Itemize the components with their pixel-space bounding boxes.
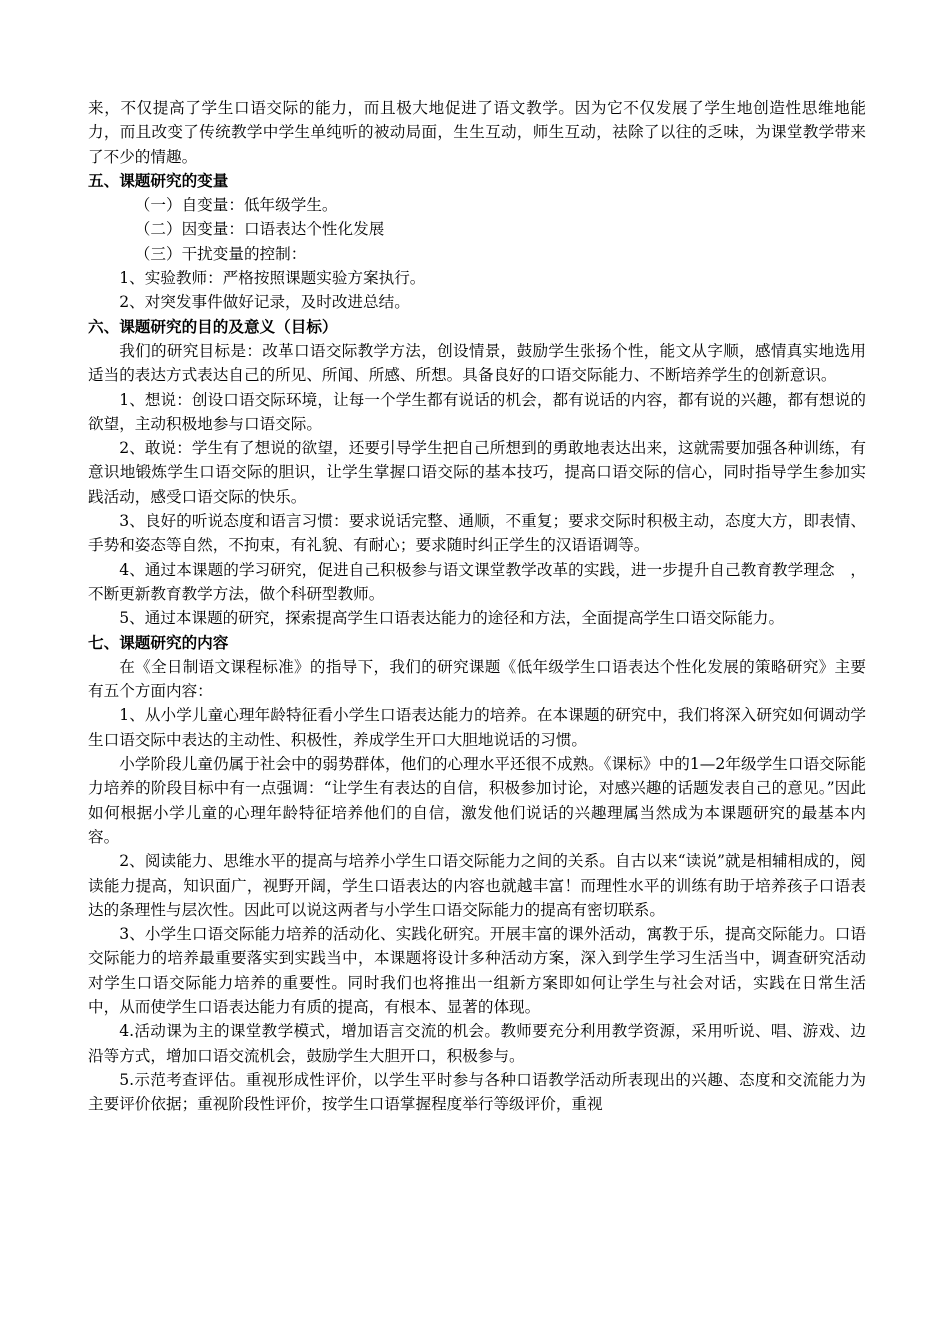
list-item: 2、对突发事件做好记录，及时改进总结。 — [119, 293, 410, 312]
indented-paragraph: 4.活动课为主的课堂教学模式，增加语言交流的机会。教师要充分利用教学资源，采用听说、唱、游戏、边沿等方式，增加口语交流机会，鼓励学生大胆开口，积极参与。 — [88, 1022, 866, 1065]
section-heading: 七、课题研究的内容 — [88, 633, 229, 652]
indented-paragraph: 1、从小学儿童心理年龄特征看小学生口语表达能力的培养。在本课题的研究中，我们将深入研究如何调动学生口语交际中表达的主动性、积极性，养成学生开口大胆地说话的习惯。 — [88, 706, 866, 749]
variable-item: （一）自变量：低年级学生。 — [134, 196, 338, 215]
section-heading: 五、课题研究的变量 — [88, 171, 229, 190]
indented-paragraph: 小学阶段儿童仍属于社会中的弱势群体，他们的心理水平还很不成熟。《课标》中的1—2年级学生口语交际能力培养的阶段目标中有一点强调：“让学生有表达的自信，积极参加讨论，对感兴趣的话题发表自己的意见。”因此如何根据小学儿童的心理年龄特征培养他们的自信，激发他们说话的兴趣理属当然成为本课题研究的最基本内容。 — [88, 755, 866, 846]
indented-paragraph: 我们的研究目标是：改革口语交际教学方法，创设情景，鼓励学生张扬个性，能文从字顺，感情真实地选用适当的表达方式表达自己的所见、所闻、所感、所想。具备良好的口语交际能力、不断培养学生的创新意识。 — [88, 341, 866, 385]
indented-paragraph: 3、良好的听说态度和语言习惯：要求说话完整、通顺，不重复；要求交际时积极主动，态度大方，即表情、手势和姿态等自然，不拘束，有礼貌、有耐心；要求随时纠正学生的汉语语调等。 — [88, 512, 866, 555]
variable-item: （三）干扰变量的控制： — [134, 244, 307, 263]
indented-paragraph: 2、阅读能力、思维水平的提高与培养小学生口语交际能力之间的关系。自古以来“读说”就是相辅相成的，阅读能力提高，知识面广，视野开阔，学生口语表达的内容也就越丰富！而理性水平的训练有助于培养孩子口语表达的条理性与层次性。因此可以说这两者与小学生口语交际能力的提高有密切联系。 — [88, 852, 866, 919]
indented-paragraph: 5.示范考查评估。重视形成性评价，以学生平时参与各种口语教学活动所表现出的兴趣、态度和交流能力为主要评价依据；重视阶段性评价，按学生口语掌握程度举行等级评价，重视 — [88, 1070, 866, 1114]
indented-paragraph: 1、想说：创设口语交际环境，让每一个学生都有说话的机会，都有说话的内容，都有说的兴趣，都有想说的欲望，主动积极地参与口语交际。 — [88, 390, 866, 433]
body-paragraph: 来，不仅提高了学生口语交际的能力，而且极大地促进了语文教学。因为它不仅发展了学生地创造性思维地能力，而且改变了传统教学中学生单纯听的被动局面，生生互动，师生互动，祛除了以往的乏味，为课堂教学带来了不少的情趣。 — [88, 99, 866, 166]
list-item: 1、实验教师：严格按照课题实验方案执行。 — [119, 269, 426, 288]
variable-item: （二）因变量：口语表达个性化发展 — [134, 220, 385, 239]
section-heading: 六、课题研究的目的及意义（目标） — [88, 317, 338, 336]
indented-paragraph: 在《全日制语文课程标准》的指导下，我们的研究课题《低年级学生口语表达个性化发展的策略研究》主要有五个方面内容： — [88, 657, 866, 701]
document-page — [88, 96, 866, 1116]
indented-paragraph: 3、小学生口语交际能力培养的活动化、实践化研究。开展丰富的课外活动，寓教于乐，提高交际能力。口语交际能力的培养最重要落实到实践当中，本课题将设计多种活动方案，深入到学生学习生活当中，调查研究活动对学生口语交际能力培养的重要性。同时我们也将推出一组新方案即如何让学生与社会对话，实践在日常生活中，从而使学生口语表达能力有质的提高，有根本、显著的体现。 — [88, 925, 866, 1016]
indented-paragraph: 5、通过本课题的研究，探索提高学生口语表达能力的途径和方法，全面提高学生口语交际能力。 — [119, 609, 785, 628]
indented-paragraph: 2、敢说：学生有了想说的欲望，还要引导学生把自己所想到的勇敢地表达出来，这就需要加强各种训练，有意识地锻炼学生口语交际的胆识，让学生掌握口语交际的基本技巧，提高口语交际的信心，同时指导学生参加实践活动，感受口语交际的快乐。 — [88, 439, 866, 506]
indented-paragraph: 4、通过本课题的学习研究，促进自己积极参与语文课堂教学改革的实践，进一步提升自己教育教学理念 ，不断更新教育教学方法，做个科研型教师。 — [88, 560, 866, 603]
